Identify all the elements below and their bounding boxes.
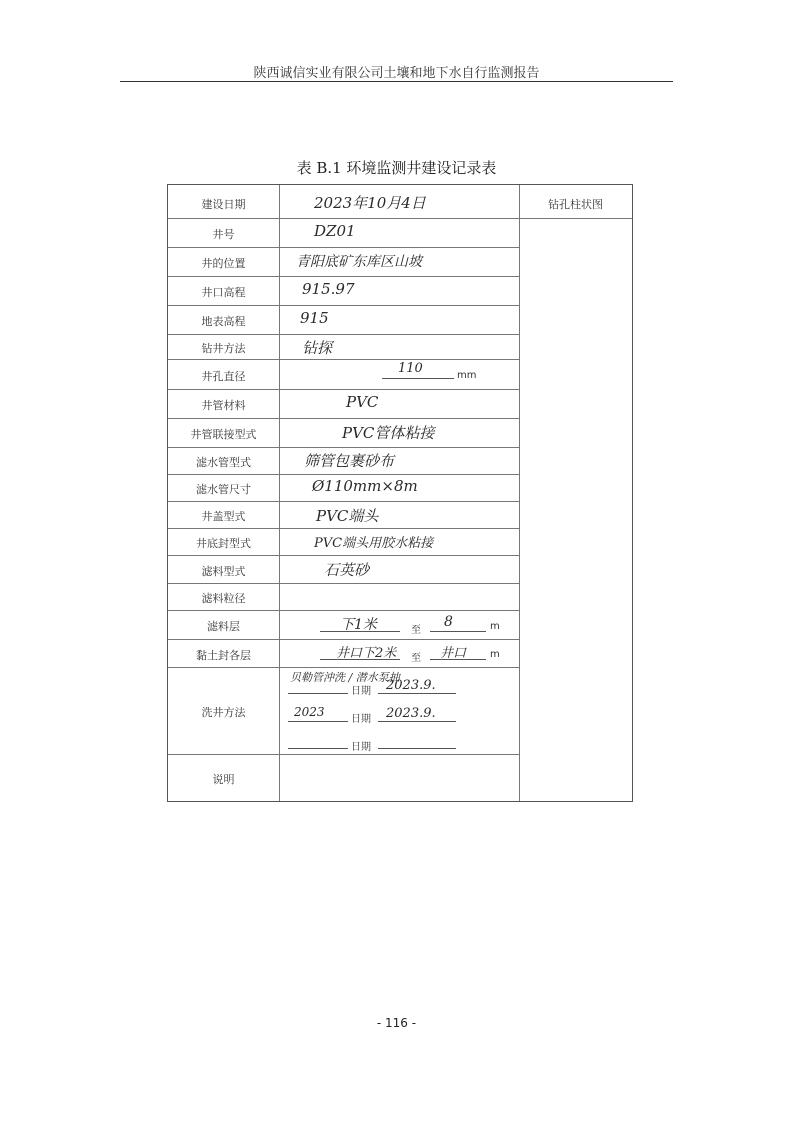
label-build-date: 建设日期 xyxy=(201,198,246,211)
label-surface-elevation: 地表高程 xyxy=(201,315,246,328)
wash-date-label-1: 日期 xyxy=(351,686,371,697)
clay-from-underline xyxy=(320,659,400,660)
wash-method-2-underline xyxy=(288,721,348,722)
label-casing-joint: 井管联接型式 xyxy=(190,428,257,441)
label-filter-type: 滤料型式 xyxy=(201,565,246,578)
value-well-location: 青阳底矿东库区山坡 xyxy=(296,254,422,270)
row-divider xyxy=(168,389,520,390)
value-filter-from: 下1米 xyxy=(340,617,377,633)
clay-to-underline xyxy=(430,659,486,660)
value-well-no: DZ01 xyxy=(314,222,356,240)
wash-date-1: 2023.9. xyxy=(386,678,436,693)
value-filter-type: 石英砂 xyxy=(324,561,370,579)
wash-date-2-underline xyxy=(378,721,456,722)
label-drill-method: 钻井方法 xyxy=(201,342,246,355)
value-screen-type: 筛管包裹砂布 xyxy=(304,452,395,470)
label-remark: 说明 xyxy=(212,773,235,786)
row-divider xyxy=(168,610,520,611)
row-divider xyxy=(168,247,520,248)
row-divider xyxy=(168,474,520,475)
value-casing-joint: PVC管体粘接 xyxy=(342,424,435,442)
label-well-location: 井的位置 xyxy=(201,257,246,270)
wash-method-1-underline xyxy=(288,693,348,694)
header-divider xyxy=(120,81,673,82)
row-divider xyxy=(168,754,520,755)
wash-date-3-underline xyxy=(378,748,456,749)
value-clay-from: 井口下2米 xyxy=(336,646,397,661)
report-header: 陕西诚信实业有限公司土壤和地下水自行监测报告 xyxy=(253,66,540,81)
row-divider xyxy=(168,555,520,556)
label-well-no: 井号 xyxy=(212,228,235,241)
value-filter-to: 8 xyxy=(444,614,453,630)
value-screen-size: Ø110mm×8m xyxy=(312,477,418,495)
unit-mm: mm xyxy=(457,370,477,381)
value-clay-to: 井口 xyxy=(440,646,467,661)
row-divider xyxy=(168,528,520,529)
row-divider xyxy=(168,276,520,277)
row-divider xyxy=(168,359,520,360)
label-filter-layer: 滤料层 xyxy=(207,620,240,633)
wash-date-1-underline xyxy=(378,693,456,694)
diagram-column-divider xyxy=(519,185,520,801)
filter-to-word: 至 xyxy=(411,625,421,636)
table-title: 表 B.1 环境监测井建设记录表 xyxy=(296,159,497,177)
wash-method-3-underline xyxy=(288,748,348,749)
value-bottom-seal: PVC端头用胶水粘接 xyxy=(314,536,434,551)
wash-date-label-3: 日期 xyxy=(351,742,371,753)
label-screen-size: 滤水管尺寸 xyxy=(196,483,251,496)
row-divider xyxy=(168,334,520,335)
label-filter-grain: 滤料粒径 xyxy=(201,592,246,605)
row-divider xyxy=(168,583,520,584)
value-surface-elevation: 915 xyxy=(300,309,329,327)
clay-to-word: 至 xyxy=(411,653,421,664)
filter-from-underline xyxy=(320,631,400,632)
page-number: - 116 - xyxy=(376,1016,417,1030)
row-divider xyxy=(168,667,520,668)
wash-method-1: 贝勒管沖洗 / 潜水泵抽 xyxy=(290,671,400,684)
row-divider xyxy=(168,639,520,640)
row-divider xyxy=(168,418,520,419)
value-drill-method: 钻探 xyxy=(302,339,333,357)
label-cap-type: 井盖型式 xyxy=(201,510,246,523)
label-casing-material: 井管材料 xyxy=(201,399,246,412)
well-record-form xyxy=(167,184,633,802)
label-wash-method: 洗井方法 xyxy=(201,706,246,719)
wash-method-2: 2023 xyxy=(294,705,325,719)
label-wellhead-elevation: 井口高程 xyxy=(201,286,246,299)
label-borehole-diagram: 钻孔柱状图 xyxy=(548,198,603,211)
label-column-divider xyxy=(279,185,280,801)
value-hole-diameter: 110 xyxy=(398,361,423,376)
row-divider xyxy=(168,501,520,502)
label-screen-type: 滤水管型式 xyxy=(196,456,251,469)
value-wellhead-elevation: 915.97 xyxy=(302,280,355,298)
value-cap-type: PVC端头 xyxy=(316,507,379,525)
label-bottom-seal: 井底封型式 xyxy=(196,537,251,550)
filter-to-underline xyxy=(430,631,486,632)
clay-unit: m xyxy=(490,649,500,660)
wash-date-2: 2023.9. xyxy=(386,706,436,721)
label-hole-diameter: 井孔直径 xyxy=(201,370,246,383)
row-divider xyxy=(168,305,520,306)
row-divider xyxy=(168,447,520,448)
diagram-header-divider xyxy=(168,218,632,219)
value-build-date: 2023年10月4日 xyxy=(314,194,426,212)
wash-date-label-2: 日期 xyxy=(351,714,371,725)
label-clay-seal: 黏土封各层 xyxy=(196,649,251,662)
value-casing-material: PVC xyxy=(346,393,379,411)
filter-unit: m xyxy=(490,621,500,632)
diameter-underline xyxy=(382,378,454,379)
